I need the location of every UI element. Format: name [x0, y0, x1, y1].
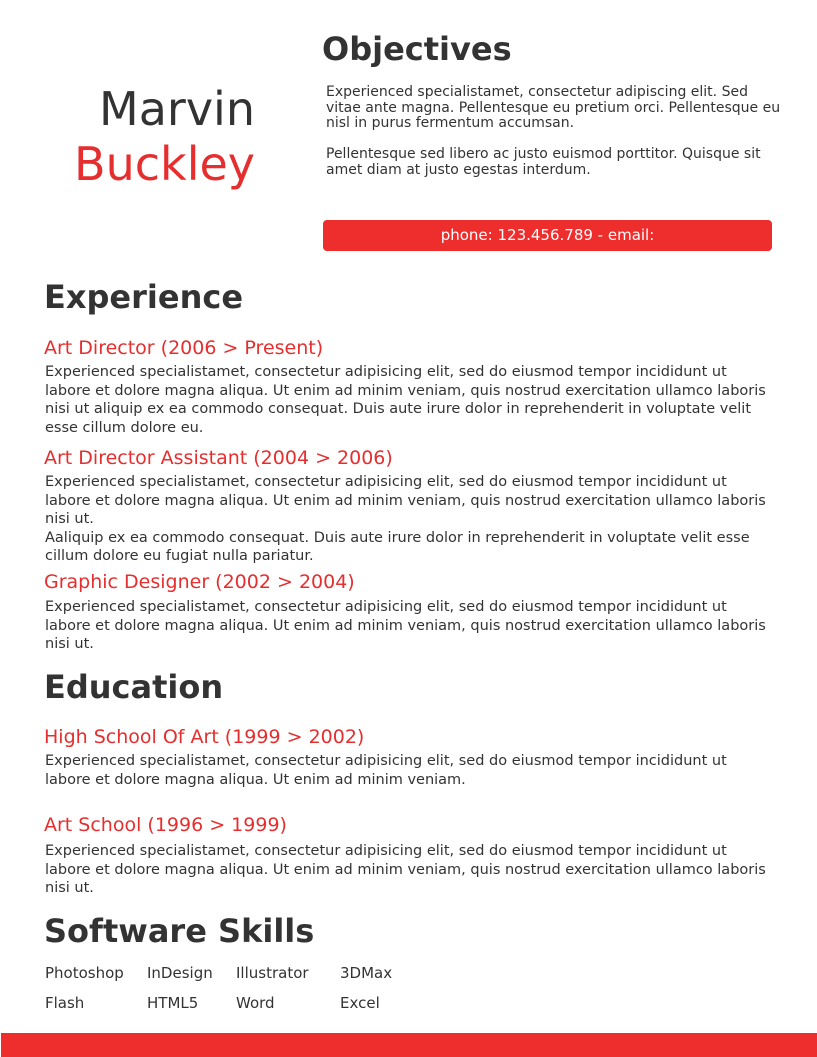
education-description: Experienced specialistamet, consectetur adipisicing elit, sed do eiusmod tempor incididunt ut labore et dolore magna aliqua. Ut enim ad minim veniam.: [45, 753, 727, 788]
footer-bar: [1, 1033, 817, 1057]
job-title: Graphic Designer (2002 > 2004): [44, 571, 355, 593]
skills-heading: Software Skills: [44, 912, 315, 950]
education-heading: Education: [44, 668, 224, 706]
experience-heading: Experience: [44, 278, 244, 316]
education-title: High School Of Art (1999 > 2002): [44, 726, 365, 748]
skill-item: Excel: [340, 994, 380, 1012]
skill-item: Illustrator: [236, 964, 309, 982]
skill-item: 3DMax: [340, 964, 393, 982]
job-description: Experienced specialistamet, consectetur adipisicing elit, sed do eiusmod tempor incididunt ut labore et dolore magna aliqua. Ut enim ad minim veniam, quis nostrud exercitation ullamco laboris nisi ut.: [45, 599, 766, 653]
skills-grid: [45, 962, 445, 1022]
job-title: Art Director Assistant (2004 > 2006): [44, 447, 393, 469]
education-description: Experienced specialistamet, consectetur adipisicing elit, sed do eiusmod tempor incididunt ut labore et dolore magna aliqua. Ut enim ad minim veniam, quis nostrud exercitation ullamco laboris nisi ut.: [45, 843, 766, 897]
contact-bar: [323, 220, 772, 274]
skill-item: Photoshop: [45, 964, 124, 982]
job-description: Experienced specialistamet, consectetur adipisicing elit, sed do eiusmod tempor incididunt ut labore et dolore magna aliqua. Ut enim ad minim veniam, quis nostrud exercitation ullamco laboris nisi ut aliquip ex ea commodo consequat. Duis aute irure dolor in reprehenderit in voluptate velit esse cillum dolore eu.: [45, 364, 766, 436]
job-description-part: Aaliquip ex ea commodo consequat. Duis aute irure dolor in reprehenderit in voluptate velit esse cillum dolore eu fugiat nulla pariatur.: [45, 529, 750, 565]
job-title: Art Director (2006 > Present): [44, 337, 324, 359]
objectives-text: [326, 85, 786, 194]
skills-row: [45, 962, 445, 992]
objectives-heading: Objectives: [322, 30, 512, 68]
last-name: Buckley: [74, 137, 255, 191]
job-description-part: Experienced specialistamet, consectetur adipisicing elit, sed do eiusmod tempor incididunt ut labore et dolore magna aliqua. Ut enim ad minim veniam, quis nostrud exercitation ullamco laboris nisi ut.: [45, 474, 766, 528]
objectives-paragraph: Pellentesque sed libero ac justo euismod porttitor. Quisque sit amet diam at justo egestas interdum.: [326, 146, 761, 178]
skill-item: InDesign: [147, 964, 213, 982]
skills-row: [45, 992, 445, 1022]
skill-item: Word: [236, 994, 275, 1012]
objectives-paragraph: Experienced specialistamet, consectetur adipiscing elit. Sed vitae ante magna. Pellentesque eu pretium orci. Pellentesque eu nisl in purus fermentum accumsan.: [326, 84, 781, 131]
education-title: Art School (1996 > 1999): [44, 814, 287, 836]
first-name: Marvin: [99, 82, 255, 136]
job-description: [45, 473, 775, 565]
contact-info: phone: 123.456.789 - email: marvin.buckley@mail.com: [440, 226, 655, 274]
skill-item: HTML5: [147, 994, 199, 1012]
skill-item: Flash: [45, 994, 85, 1012]
